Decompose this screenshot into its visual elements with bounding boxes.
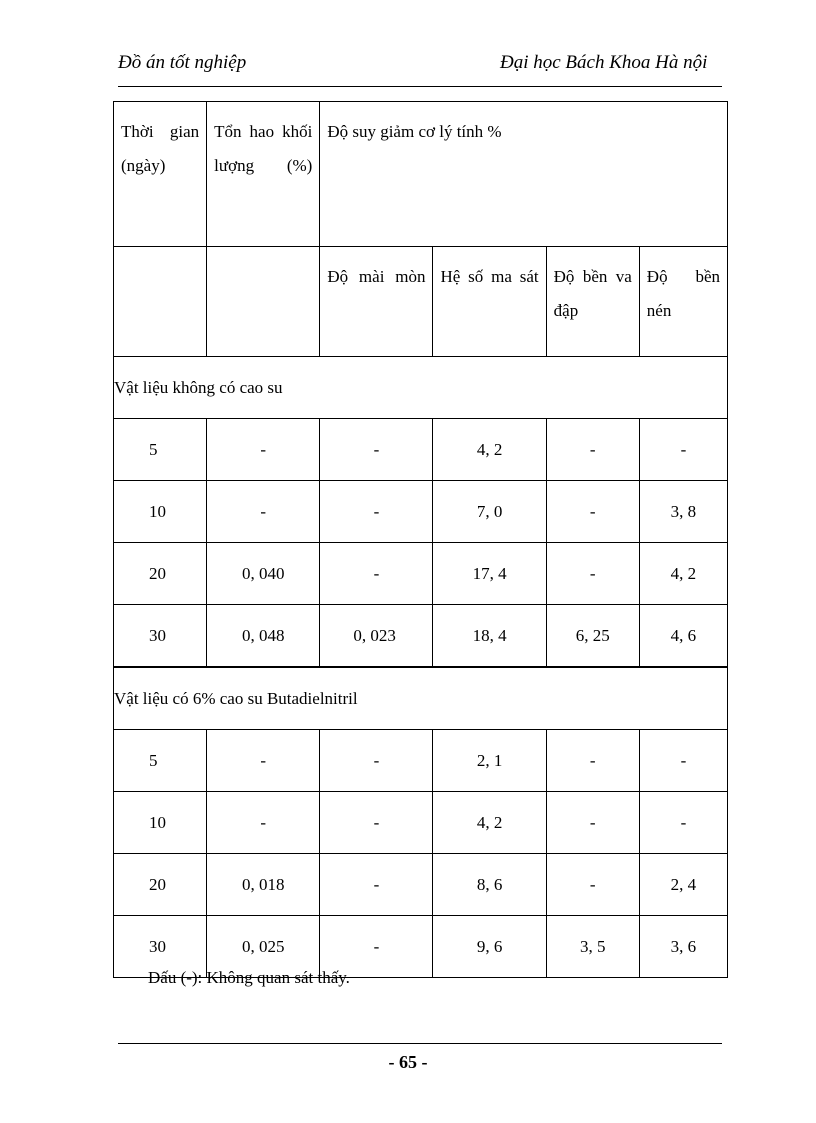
header-friction: Hệ số ma sát	[433, 247, 546, 357]
cell-impact: -	[546, 481, 639, 543]
cell-time: 20	[114, 854, 207, 916]
cell-wear: -	[320, 419, 433, 481]
cell-loss: -	[207, 481, 320, 543]
cell-impact: -	[546, 543, 639, 605]
cell-impact: 6, 25	[546, 605, 639, 668]
cell-time: 10	[114, 481, 207, 543]
table-row	[114, 543, 728, 605]
cell-friction: 4, 2	[433, 419, 546, 481]
cell-time: 30	[114, 916, 207, 978]
cell-compress: 2, 4	[639, 854, 727, 916]
table-row	[114, 854, 728, 916]
cell-compress: 3, 6	[639, 916, 727, 978]
empty-cell	[114, 247, 207, 357]
header-mass-loss: Tổn hao khối lượng (%)	[207, 102, 320, 247]
data-table	[113, 101, 728, 978]
section-title: Vật liệu không có cao su	[114, 357, 728, 419]
table-row	[114, 730, 728, 792]
header-time: Thời gian (ngày)	[114, 102, 207, 247]
cell-compress: -	[639, 792, 727, 854]
cell-wear: -	[320, 543, 433, 605]
table-row	[114, 792, 728, 854]
cell-time: 10	[114, 792, 207, 854]
section-row	[114, 667, 728, 730]
section-title: Vật liệu có 6% cao su Butadielnitril	[114, 667, 728, 730]
cell-loss: 0, 025	[207, 916, 320, 978]
table-header-row	[114, 102, 728, 247]
cell-compress: 3, 8	[639, 481, 727, 543]
cell-compress: -	[639, 730, 727, 792]
cell-wear: -	[320, 916, 433, 978]
cell-loss: -	[207, 419, 320, 481]
cell-loss: 0, 040	[207, 543, 320, 605]
cell-time: 5	[114, 419, 207, 481]
cell-wear: 0, 023	[320, 605, 433, 668]
page-number: - 65 -	[388, 1052, 428, 1072]
cell-wear: -	[320, 792, 433, 854]
header-right-title: Đại học Bách Khoa Hà nội	[500, 52, 708, 73]
cell-friction: 2, 1	[433, 730, 546, 792]
header-wear: Độ mài mòn	[320, 247, 433, 357]
cell-loss: 0, 048	[207, 605, 320, 668]
empty-cell	[207, 247, 320, 357]
cell-loss: -	[207, 792, 320, 854]
cell-friction: 7, 0	[433, 481, 546, 543]
cell-friction: 4, 2	[433, 792, 546, 854]
cell-loss: -	[207, 730, 320, 792]
cell-impact: -	[546, 419, 639, 481]
header-impact: Độ bền va đập	[546, 247, 639, 357]
cell-compress: 4, 2	[639, 543, 727, 605]
cell-impact: -	[546, 792, 639, 854]
cell-wear: -	[320, 854, 433, 916]
header-property-decline: Độ suy giảm cơ lý tính %	[320, 102, 728, 247]
cell-friction: 8, 6	[433, 854, 546, 916]
table-row	[114, 481, 728, 543]
cell-impact: -	[546, 854, 639, 916]
cell-compress: -	[639, 419, 727, 481]
header-divider	[118, 86, 722, 87]
cell-compress: 4, 6	[639, 605, 727, 668]
cell-time: 30	[114, 605, 207, 668]
cell-time: 20	[114, 543, 207, 605]
table-subheader-row	[114, 247, 728, 357]
table-row	[114, 605, 728, 668]
section-row	[114, 357, 728, 419]
header-left-title: Đồ án tốt nghiệp	[118, 52, 247, 73]
cell-impact: -	[546, 730, 639, 792]
cell-time: 5	[114, 730, 207, 792]
table-footnote: Dấu (-): Không quan sát thấy.	[148, 968, 350, 987]
cell-loss: 0, 018	[207, 854, 320, 916]
header-compress: Độ bền nén	[639, 247, 727, 357]
cell-impact: 3, 5	[546, 916, 639, 978]
cell-wear: -	[320, 481, 433, 543]
footer-divider	[118, 1043, 722, 1044]
cell-friction: 17, 4	[433, 543, 546, 605]
cell-friction: 9, 6	[433, 916, 546, 978]
cell-wear: -	[320, 730, 433, 792]
table-row	[114, 419, 728, 481]
cell-friction: 18, 4	[433, 605, 546, 668]
